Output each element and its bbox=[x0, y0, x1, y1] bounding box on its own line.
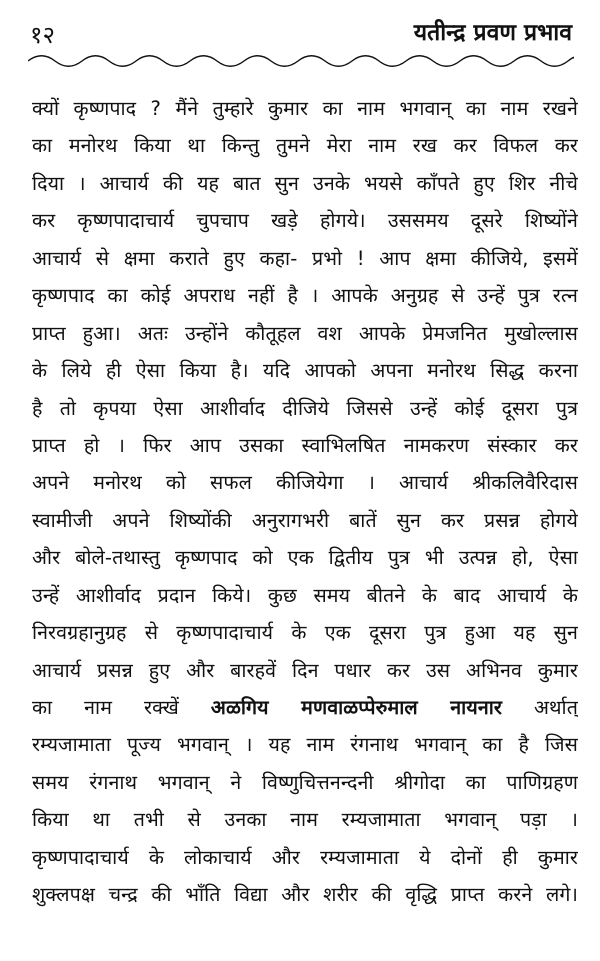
text-line: समय रंगनाथ भगवान् ने विष्णुचित्तनन्दनी श्रीगोदा का पाणिग्रहण bbox=[32, 770, 578, 794]
text-line: रम्यजामाता पूज्य भगवान् । यह नाम रंगनाथ भगवान् का है जिस bbox=[32, 733, 578, 757]
line-text-before: का नाम रक्खें bbox=[32, 696, 211, 719]
text-line: कृष्णपाद का कोई अपराध नहीं है । आपके अनुग्रह से उन्हें पुत्र रत्न bbox=[32, 284, 578, 308]
text-line: का मनोरथ किया था किन्तु तुमने मेरा नाम रख कर विफल कर bbox=[32, 134, 578, 158]
text-line: है तो कृपया ऐसा आशीर्वाद दीजिये जिससे उन्हें कोई दूसरा पुत्र bbox=[32, 396, 578, 420]
text-line: कृष्णपादाचार्य के लोकाचार्य और रम्यजामाता ये दोनों ही कुमार bbox=[32, 845, 578, 869]
text-line: और बोले-तथास्तु कृष्णपाद को एक द्वितीय पुत्र भी उत्पन्न हो, ऐसा bbox=[32, 546, 578, 570]
text-line: अपने मनोरथ को सफल कीजियेगा । आचार्य श्रीकलिवैरिदास bbox=[32, 471, 578, 495]
text-line: किया था तभी से उनका नाम रम्यजामाता भगवान् पड़ा । bbox=[32, 808, 578, 832]
page-number: १२ bbox=[30, 21, 55, 49]
line-text-after: अर्थात् bbox=[502, 696, 578, 719]
running-title: यतीन्द्र प्रवण प्रभाव bbox=[413, 20, 572, 46]
text-line: उन्हें आशीर्वाद प्रदान किये। कुछ समय बीतने के बाद आचार्य के bbox=[32, 583, 578, 607]
text-line: दिया । आचार्य की यह बात सुन उनके भयसे काँपते हुए शिर नीचे bbox=[32, 171, 578, 195]
text-line-with-bold-name bbox=[32, 689, 578, 726]
text-line: प्राप्त हो । फिर आप उसका स्वाभिलषित नामकरण संस्कार कर bbox=[32, 433, 578, 457]
body-text bbox=[32, 90, 578, 914]
text-line: निरवग्रहानुग्रह से कृष्णपादाचार्य के एक दूसरा पुत्र हुआ यह सुन bbox=[32, 621, 578, 645]
text-line: आचार्य प्रसन्न हुए और बारहवें दिन पधार कर उस अभिनव कुमार bbox=[32, 658, 578, 682]
text-line: कर कृष्णपादाचार्य चुपचाप खड़े होगये। उससमय दूसरे शिष्योंने bbox=[32, 209, 578, 233]
page-header bbox=[30, 18, 572, 52]
bold-name: अळगिय मणवाळप्पेरुमाल नायनार bbox=[210, 696, 502, 719]
text-line: शुक्लपक्ष चन्द्र की भाँति विद्या और शरीर की वृद्धि प्राप्त करने लगे। bbox=[32, 883, 578, 907]
text-line: स्वामीजी अपने शिष्योंकी अनुरागभरी बातें सुन कर प्रसन्न होगये bbox=[32, 508, 578, 532]
text-line: क्यों कृष्णपाद ? मैंने तुम्हारे कुमार का नाम भगवान् का नाम रखने bbox=[32, 97, 578, 120]
text-line: आचार्य से क्षमा कराते हुए कहा- प्रभो ! आप क्षमा कीजिये, इसमें bbox=[32, 246, 578, 270]
wavy-divider bbox=[28, 52, 574, 70]
text-line: प्राप्त हुआ। अतः उन्होंने कौतूहल वश आपके प्रेमजनित मुखोल्लास bbox=[32, 321, 578, 345]
text-line: के लिये ही ऐसा किया है। यदि आपको अपना मनोरथ सिद्ध करना bbox=[32, 359, 578, 383]
